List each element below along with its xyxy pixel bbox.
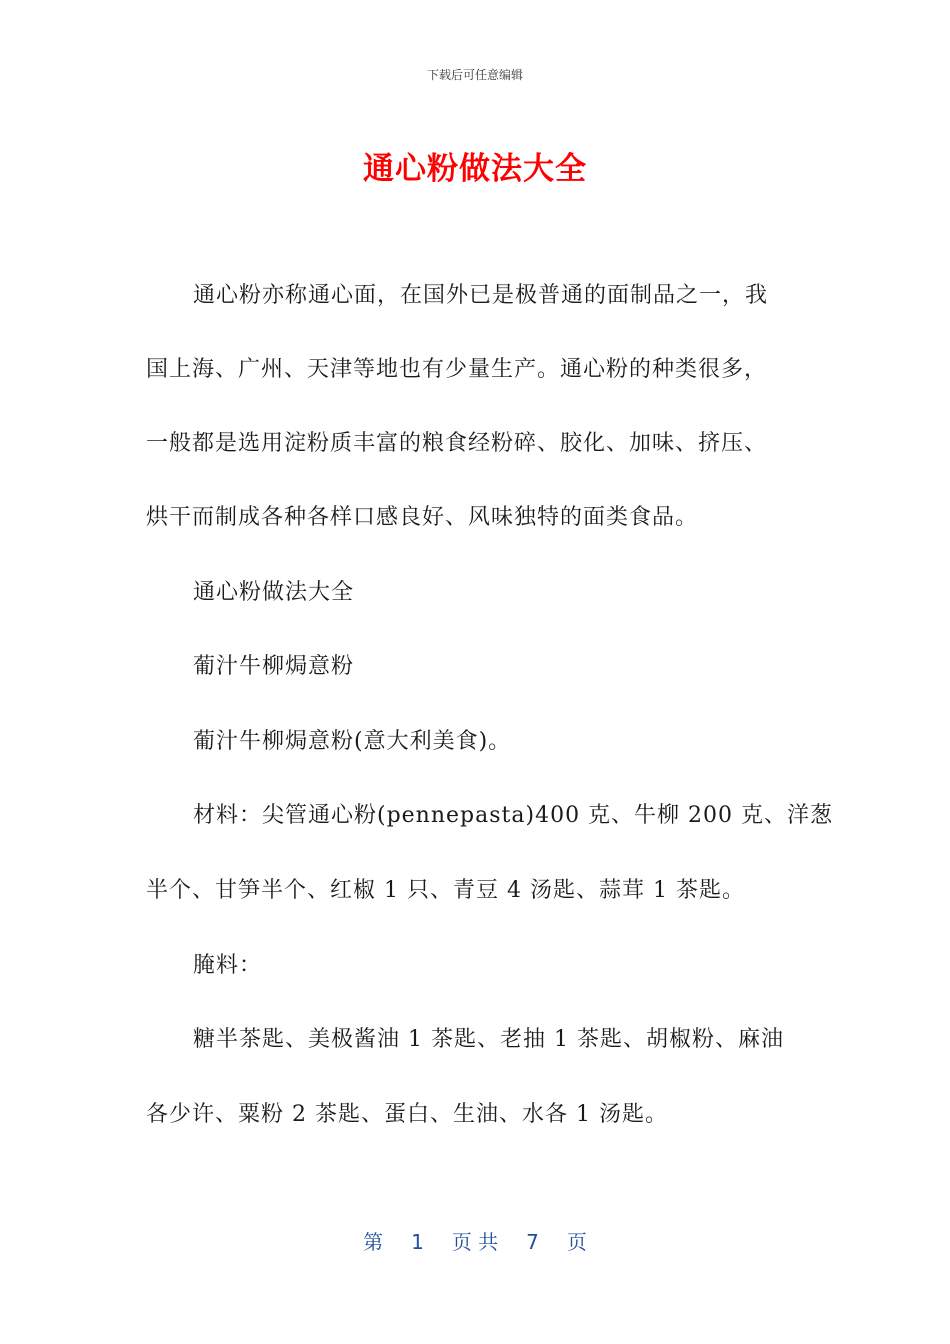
- paragraph-line: 烘干而制成各种各样口感良好、风味独特的面类食品。: [146, 505, 699, 530]
- footer-current-page: 1: [411, 1230, 424, 1254]
- footer-prefix: 第: [363, 1230, 384, 1254]
- section-heading: 通心粉做法大全: [193, 580, 355, 605]
- paragraph-line: 国上海、广州、天津等地也有少量生产。通心粉的种类很多，: [146, 357, 768, 382]
- document-title: 通心粉做法大全: [363, 151, 587, 187]
- marinade-heading: 腌料：: [193, 953, 263, 978]
- marinade-line: 各少许、粟粉 2 茶匙、蛋白、生油、水各 1 汤匙。: [146, 1102, 668, 1127]
- recipe-name: 葡汁牛柳焗意粉: [193, 654, 355, 679]
- marinade-line: 糖半茶匙、美极酱油 1 茶匙、老抽 1 茶匙、胡椒粉、麻油: [193, 1027, 784, 1052]
- paragraph-line: 一般都是选用淀粉质丰富的粮食经粉碎、胶化、加味、挤压、: [146, 431, 768, 456]
- footer-total-pages: 7: [526, 1230, 539, 1254]
- page-footer: [0, 1226, 950, 1255]
- footer-suffix: 页: [566, 1230, 587, 1254]
- ingredients-line: 材料：尖管通心粉(pennepasta)400 克、牛柳 200 克、洋葱: [193, 803, 834, 828]
- paragraph-line: 通心粉亦称通心面，在国外已是极普通的面制品之一，我: [193, 283, 769, 308]
- recipe-subtitle: 葡汁牛柳焗意粉(意大利美食)。: [193, 729, 512, 754]
- footer-middle: 页 共: [451, 1230, 499, 1254]
- header-note: 下载后可任意编辑: [426, 68, 523, 82]
- ingredients-line: 半个、甘笋半个、红椒 1 只、青豆 4 汤匙、蒜茸 1 茶匙。: [146, 878, 745, 903]
